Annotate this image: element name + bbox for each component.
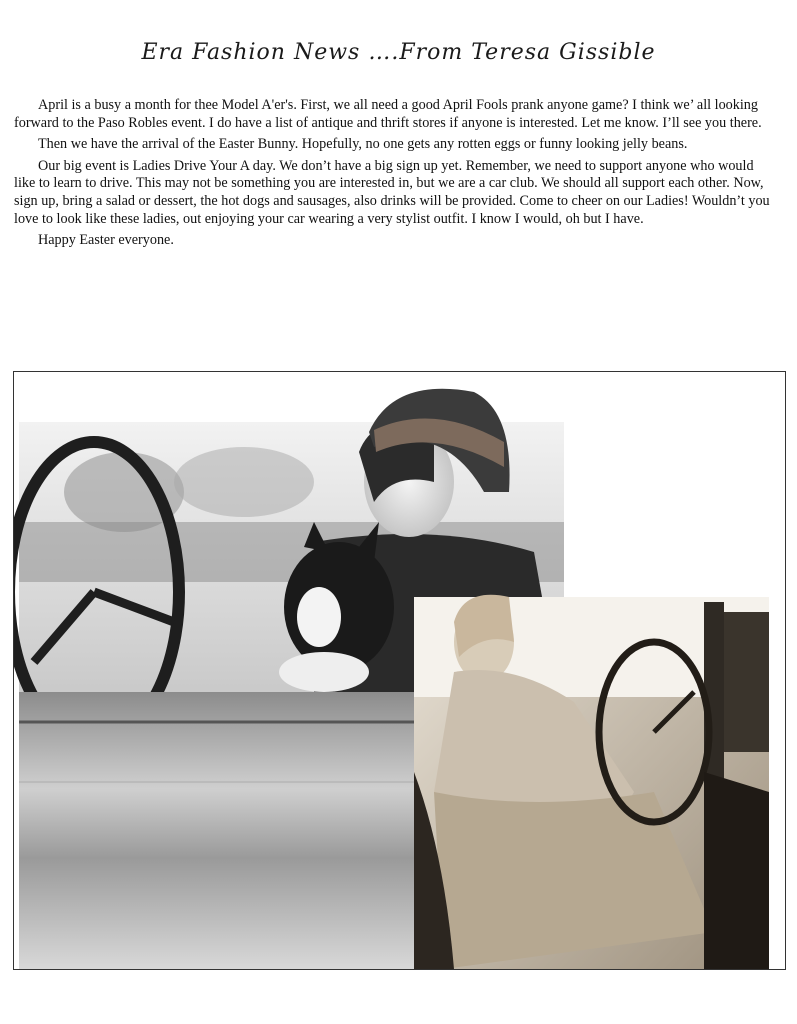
photo-woman-in-cloche-hat-driving — [414, 595, 769, 969]
photo-collage — [13, 371, 786, 970]
article-title: Era Fashion News ….From Teresa Gissible — [141, 40, 656, 65]
paragraph-2: Then we have the arrival of the Easter Bunny. Hopefully, no one gets any rotten eggs or funny looking jelly beans. — [38, 136, 688, 153]
article-body — [14, 97, 774, 254]
paragraph-3: Our big event is Ladies Drive Your A day. We don’t have a big sign up yet. Remember, we need to support anyone who would like to learn to drive. This may not be something you are interested in, but we are a car club. We should all support each other. Now, sign up, bring a salad or dessert, the hot dogs and sausages, also drinks will be provided. Come to cheer on our Ladies! Wouldn’t you love to look like these ladies, out enjoying your car wearing a very stylist outfit. I know I would, oh but I have. — [14, 157, 770, 227]
paragraph-4: Happy Easter everyone. — [38, 232, 174, 249]
paragraph-1: April is a busy a month for thee Model A'er's. First, we all need a good April Fools prank anyone game? I think we’ all looking forward to the Paso Robles event. I do have a list of antique and thrift stores if anyone is interested. Let me know. I’ll see you there. — [14, 97, 762, 131]
